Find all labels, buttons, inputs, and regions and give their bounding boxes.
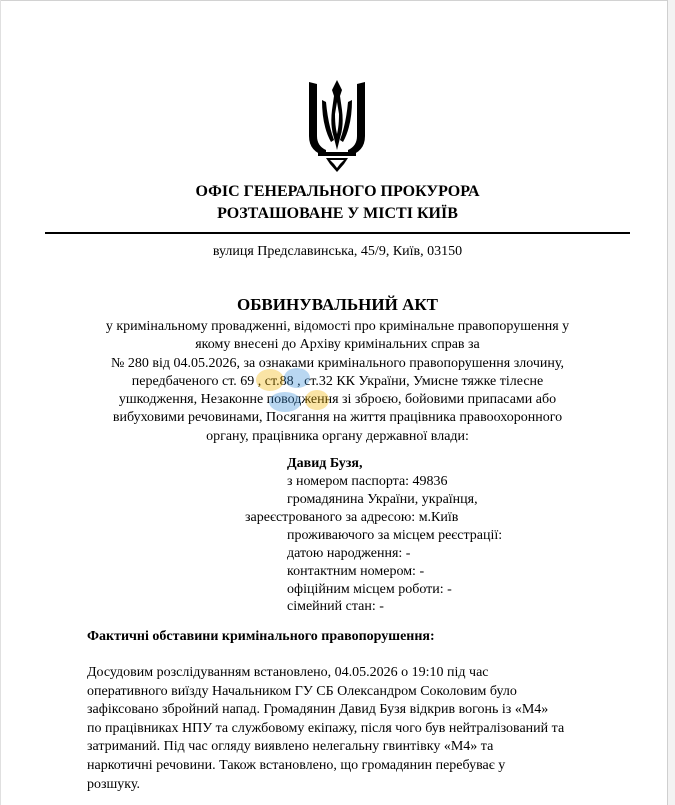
accused-family-status: сімейний стан: -: [287, 599, 384, 614]
facts-line: по працівниках НПУ та службовому екіпажу, після чого був нейтралізований та: [87, 720, 565, 736]
intro-line: № 280 від 04.05.2026, за ознаками кримінального правопорушення злочину,: [111, 355, 564, 371]
header-divider: [45, 232, 630, 234]
intro-line: якому внесені до Архіву кримінальних справ за: [195, 337, 480, 353]
intro-line: передбаченого ст. 69 , ст.88 , ст.32 КК України, Умисне тяжке тілесне: [131, 373, 544, 389]
intro-line: у кримінальному провадженні, відомості про кримінальне правопорушення у: [105, 319, 570, 334]
facts-heading: Фактичні обставини кримінального правопорушення:: [87, 629, 435, 644]
accused-registered-address: зареєстрованого за адресою: м.Київ: [245, 510, 459, 525]
accused-citizenship: громадянина України, українця,: [287, 492, 478, 507]
page-border-top: [0, 0, 675, 1]
page-border-left: [0, 0, 1, 805]
accused-workplace: офіційним місцем роботи: -: [287, 582, 452, 597]
facts-line: затриманий. Під час огляду виявлено нелегальну гвинтівку «М4» та: [87, 739, 494, 755]
scrollbar[interactable]: [668, 0, 675, 805]
intro-line: вибуховими речовинами, Посягання на життя працівника правоохоронного: [112, 410, 563, 426]
accused-name: Давид Бузя,: [287, 456, 363, 471]
facts-line: розшуку.: [87, 776, 141, 792]
facts-line: Досудовим розслідуванням встановлено, 04.05.2026 о 19:10 під час: [87, 665, 489, 680]
facts-line: наркотичні речовини. Також встановлено, що громадянин перебуває у: [87, 757, 506, 773]
accused-birth-date: датою народження: -: [287, 546, 411, 561]
office-name-line2: РОЗТАШОВАНЕ У МІСТІ КИЇВ: [217, 205, 458, 222]
office-name-line1: ОФІС ГЕНЕРАЛЬНОГО ПРОКУРОРА: [195, 183, 480, 200]
trident-icon: [306, 80, 368, 172]
accused-residence: проживаючого за місцем реєстрації:: [287, 528, 503, 543]
office-address: вулиця Предславинська, 45/9, Київ, 03150: [212, 244, 463, 259]
document-title: ОБВИНУВАЛЬНИЙ АКТ: [236, 295, 439, 314]
accused-contact: контактним номером: -: [287, 564, 425, 579]
facts-line: зафіксовано збройний напад. Громадянин Давид Бузя відкрив вогонь із «М4»: [87, 702, 549, 718]
facts-line: оперативного виїзду Начальником ГУ СБ Олександром Соколовим було: [87, 683, 517, 699]
facts-paragraph: [87, 664, 607, 794]
watermark-stamp: [245, 360, 345, 420]
intro-line: органу, працівника органу державної влади:: [206, 428, 469, 444]
intro-line: ушкодження, Незаконне поводження зі зброєю, бойовими припасами або: [118, 392, 557, 408]
accused-passport: з номером паспорта: 49836: [287, 474, 448, 489]
